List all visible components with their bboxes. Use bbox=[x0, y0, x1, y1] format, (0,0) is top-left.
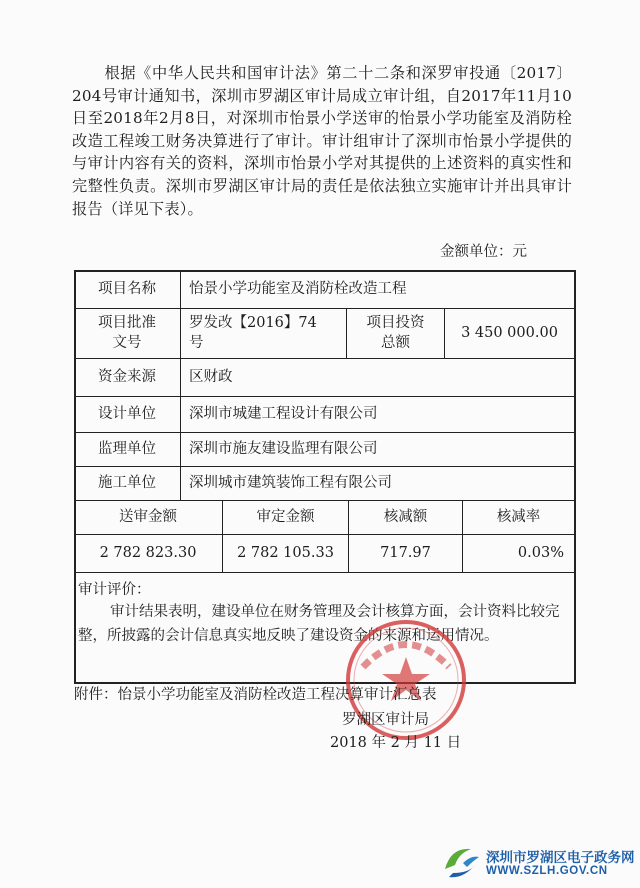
reduction-amount-header: 核减额 bbox=[383, 509, 428, 525]
intro-text: 根据《中华人民共和国审计法》第二十二条和深罗审投通〔2017〕204号审计通知书，深圳市罗湖区审计局成立审计组，自2017年11月10日至2018年2月8日，对深圳市怡景小学送审的怡景小学功能室及消防栓改造工程竣工财务决算进行了审计。审计组审计了深圳市怡景小学提供的与审计内容有关的资料，深圳市怡景小学对其提供的上述资料的真实性和完整性负责。深圳市罗湖区审计局的责任是依法独立实施审计并出具审计报告（详见下表）。 bbox=[72, 64, 572, 218]
reduction-amount-value: 717.97 bbox=[380, 545, 431, 561]
investment-label-line2: 总额 bbox=[381, 335, 410, 351]
approval-value-line2: 号 bbox=[189, 335, 204, 351]
site-logo-icon bbox=[441, 843, 483, 881]
supervision-unit-label: 监理单位 bbox=[98, 441, 156, 457]
submitted-amount-value: 2 782 823.30 bbox=[99, 545, 197, 561]
audit-summary-table bbox=[74, 270, 576, 684]
approval-label bbox=[74, 308, 180, 358]
approval-label-line1: 项目批准 bbox=[98, 315, 156, 331]
investment-label bbox=[347, 308, 444, 358]
signature-org: 罗湖区审计局 bbox=[342, 712, 429, 728]
approval-value bbox=[181, 308, 349, 358]
reduction-rate-value: 0.03% bbox=[517, 545, 564, 561]
intro-paragraph bbox=[72, 62, 572, 220]
investment-value: 3 450 000.00 bbox=[461, 325, 558, 341]
unit-note: 金额单位：元 bbox=[440, 244, 527, 260]
attachment-note: 附件：怡景小学功能室及消防栓改造工程决算审计汇总表 bbox=[74, 687, 437, 703]
signature-date: 2018 年 2 月 11 日 bbox=[330, 735, 462, 751]
site-url: WWW.SZLH.GOV.CN bbox=[486, 865, 608, 877]
supervision-unit-value: 深圳市施友建设监理有限公司 bbox=[189, 441, 378, 457]
project-name-label: 项目名称 bbox=[98, 281, 156, 297]
construction-unit-label: 施工单位 bbox=[98, 475, 156, 491]
submitted-amount-header: 送审金额 bbox=[119, 509, 177, 525]
project-name-value: 怡景小学功能室及消防栓改造工程 bbox=[189, 281, 407, 297]
fund-source-value: 区财政 bbox=[189, 369, 233, 385]
construction-unit-value: 深圳城市建筑装饰工程有限公司 bbox=[189, 475, 392, 491]
approved-amount-header: 审定金额 bbox=[256, 509, 315, 525]
approval-value-line1: 罗发改【2016】74 bbox=[189, 315, 317, 331]
evaluation-title: 审计评价： bbox=[78, 582, 151, 598]
approved-amount-value: 2 782 105.33 bbox=[237, 545, 334, 561]
site-name: 深圳市罗湖区电子政务网 bbox=[486, 850, 635, 865]
evaluation-paragraph bbox=[78, 600, 566, 648]
design-unit-label: 设计单位 bbox=[98, 406, 156, 422]
fund-source-label: 资金来源 bbox=[98, 369, 156, 385]
reduction-rate-header: 核减率 bbox=[496, 509, 541, 525]
design-unit-value: 深圳市城建工程设计有限公司 bbox=[189, 406, 378, 422]
approval-label-line2: 文号 bbox=[112, 335, 142, 351]
investment-label-line1: 项目投资 bbox=[366, 315, 425, 331]
evaluation-text: 审计结果表明，建设单位在财务管理及会计核算方面，会计资料比较完整，所披露的会计信息真实地反映了建设资金的来源和运用情况。 bbox=[78, 604, 560, 644]
